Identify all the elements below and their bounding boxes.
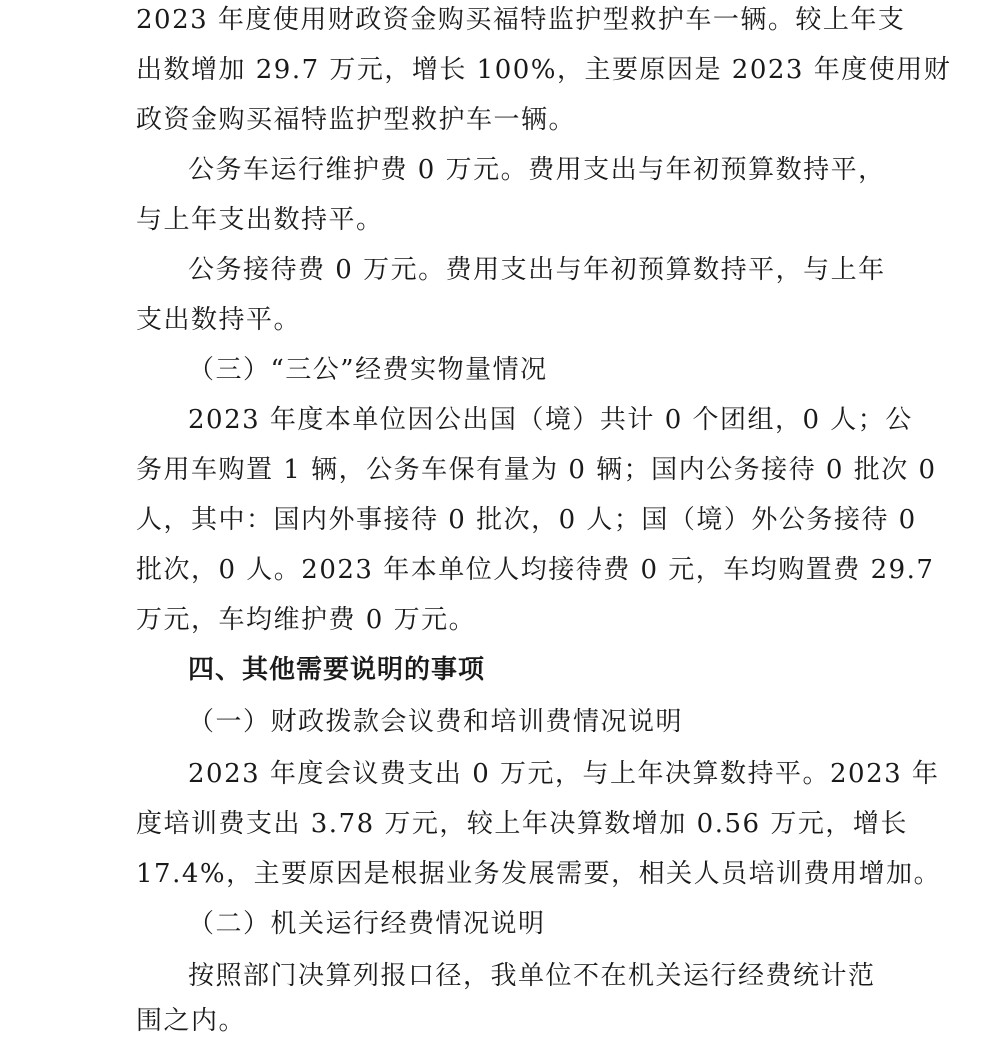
subsection-heading: （二）机关运行经费情况说明 xyxy=(188,909,546,939)
paragraph-line: 万元，车均维护费 0 万元。 xyxy=(136,605,477,635)
paragraph-line: 人，其中：国内外事接待 0 批次，0 人；国（境）外公务接待 0 xyxy=(136,505,917,535)
paragraph-line: 17.4%，主要原因是根据业务发展需要，相关人员培训费用增加。 xyxy=(136,859,942,889)
paragraph-line: 度培训费支出 3.78 万元，较上年决算数增加 0.56 万元，增长 xyxy=(136,809,908,839)
paragraph-line: 2023 年度会议费支出 0 万元，与上年决算数持平。2023 年 xyxy=(188,759,940,789)
subsection-heading: （三）“三公”经费实物量情况 xyxy=(188,355,548,385)
paragraph-line: 按照部门决算列报口径，我单位不在机关运行经费统计范 xyxy=(188,961,876,991)
paragraph-line: 围之内。 xyxy=(136,1006,247,1036)
paragraph-line: 出数增加 29.7 万元，增长 100%，主要原因是 2023 年度使用财 xyxy=(136,55,952,85)
paragraph-line: 2023 年度使用财政资金购买福特监护型救护车一辆。较上年支 xyxy=(136,5,906,35)
subsection-heading: （一）财政拨款会议费和培训费情况说明 xyxy=(188,707,684,737)
paragraph-line: 与上年支出数持平。 xyxy=(136,205,384,235)
paragraph-line: 2023 年度本单位因公出国（境）共计 0 个团组，0 人；公 xyxy=(188,405,913,435)
section-heading: 四、其他需要说明的事项 xyxy=(188,655,486,685)
paragraph-line: 支出数持平。 xyxy=(136,305,302,335)
paragraph-line: 批次，0 人。2023 年本单位人均接待费 0 元，车均购置费 29.7 xyxy=(136,555,935,585)
paragraph-line: 政资金购买福特监护型救护车一辆。 xyxy=(136,105,577,135)
paragraph-line: 务用车购置 1 辆，公务车保有量为 0 辆；国内公务接待 0 批次 0 xyxy=(136,455,937,485)
paragraph-line: 公务车运行维护费 0 万元。费用支出与年初预算数持平， xyxy=(188,155,886,185)
paragraph-line: 公务接待费 0 万元。费用支出与年初预算数持平，与上年 xyxy=(188,255,886,285)
